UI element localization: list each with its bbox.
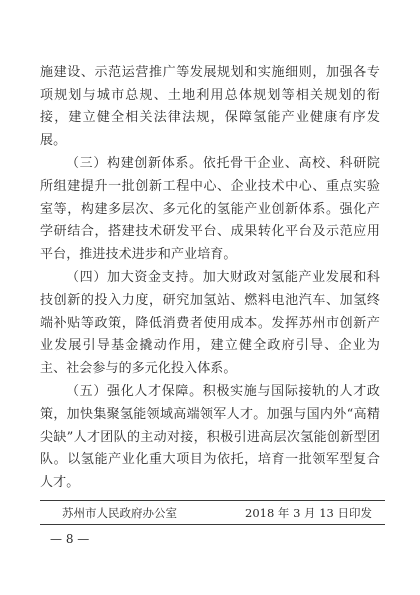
footer-top-rule: [40, 500, 385, 501]
page-number: — 8 —: [50, 532, 90, 546]
footer-bottom-rule: [40, 524, 385, 525]
paragraph-continuation: 施建设、示范运营推广等发展规划和实施细则，加强各专项规划与城市总规、土地利用总体规划等相关规划的衔接，建立健全相关法律法规，保障氢能产业健康有序发展。: [40, 65, 380, 148]
paragraph-innovation-system: （三）构建创新体系。依托骨干企业、高校、科研院所组建提升一批创新工程中心、企业技术中心、重点实验室等，构建多层次、多元化的氢能产业创新体系。强化产学研结合，搭建技术研发平台、成果转化平台及示范应用平台，推进技术进步和产业培育。: [40, 156, 380, 262]
footer-issuer: 苏州市人民政府办公室: [62, 506, 177, 520]
footer-print-date: 2018 年 3 月 13 日印发: [245, 506, 372, 520]
document-body: [40, 62, 380, 495]
paragraph-funding-support: （四）加大资金支持。加大财政对氢能产业发展和科技创新的投入力度，研究加氢站、燃料电池汽车、加氢终端补贴等政策，降低消费者使用成本。发挥苏州市创新产业发展引导基金撬动作用，建立健全政府引导、企业为主、社会参与的多元化投入体系。: [40, 270, 380, 376]
paragraph-talent-support: （五）强化人才保障。积极实施与国际接轨的人才政策，加快集聚氢能领域高端领军人才。加强与国内外“高精尖缺”人才团队的主动对接，积极引进高层次氢能创新型团队。以氢能产业化重大项目为依托，培育一批领军型复合人才。: [40, 384, 380, 490]
